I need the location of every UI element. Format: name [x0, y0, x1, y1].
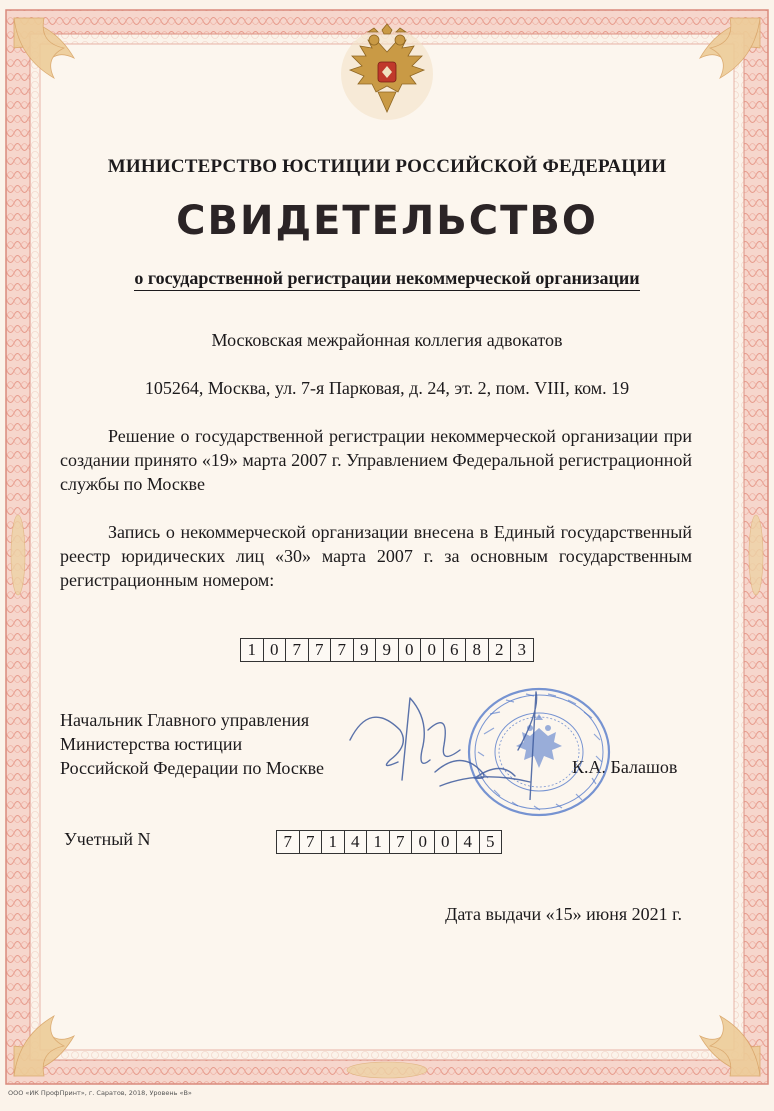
signatory-position — [60, 708, 324, 780]
ogrn-digit: 8 — [466, 639, 489, 661]
ogrn-digit: 9 — [376, 639, 399, 661]
account-digit: 4 — [345, 831, 368, 853]
document-title: СВИДЕТЕЛЬСТВО — [176, 198, 598, 244]
signatory-line-2: Министерства юстиции — [60, 734, 243, 754]
organization-name: Московская межрайонная коллегия адвокатов — [211, 330, 563, 350]
account-digit: 7 — [390, 831, 413, 853]
ogrn-digit: 6 — [444, 639, 467, 661]
account-digit: 1 — [322, 831, 345, 853]
organization-address: 105264, Москва, ул. 7-я Парковая, д. 24, эт. 2, пом. VIII, ком. 19 — [144, 378, 630, 398]
record-paragraph — [60, 520, 692, 592]
ogrn-digit: 7 — [309, 639, 332, 661]
ministry-heading: МИНИСТЕРСТВО ЮСТИЦИИ РОССИЙСКОЙ ФЕДЕРАЦИИ — [107, 156, 667, 177]
ogrn-digit: 9 — [354, 639, 377, 661]
decision-text: Решение о государственной регистрации некоммерческой организации при создании принято «19» марта 2007 г. Управлением Федеральной регистрационной службы по Москве — [60, 426, 692, 494]
account-number-boxes — [276, 830, 502, 854]
record-text: Запись о некоммерческой организации внесена в Единый государственный реестр юридических лиц «30» марта 2007 г. за основным государственным регистрационным номером: — [60, 522, 692, 590]
ogrn-digit: 0 — [399, 639, 422, 661]
printer-note: ООО «ИК ПрофПринт», г. Саратов, 2018, Уровень «В» — [8, 1089, 192, 1097]
ogrn-digit: 7 — [286, 639, 309, 661]
signatory-line-3: Российской Федерации по Москве — [60, 758, 324, 778]
account-digit: 7 — [277, 831, 300, 853]
issue-date: Дата выдачи «15» июня 2021 г. — [445, 904, 682, 924]
document-subtitle — [0, 268, 774, 289]
ogrn-digit: 1 — [241, 639, 264, 661]
subtitle-text: о государственной регистрации некоммерческой организации — [134, 268, 639, 291]
ogrn-digit: 3 — [517, 640, 526, 659]
account-digit: 0 — [412, 831, 435, 853]
signatory-name: К.А. Балашов — [572, 757, 678, 777]
ogrn-digit: 2 — [489, 639, 512, 661]
ogrn-number-boxes — [240, 638, 534, 662]
account-number-label: Учетный N — [64, 829, 151, 849]
signatory-line-1: Начальник Главного управления — [60, 710, 310, 730]
account-digit: 4 — [457, 831, 480, 853]
handwritten-signature — [340, 690, 570, 800]
decision-paragraph — [60, 424, 692, 496]
account-digit: 1 — [367, 831, 390, 853]
ogrn-digit: 0 — [421, 639, 444, 661]
account-digit: 0 — [435, 831, 458, 853]
ogrn-digit: 7 — [331, 639, 354, 661]
account-digit: 5 — [486, 832, 495, 851]
ogrn-digit: 0 — [264, 639, 287, 661]
account-digit: 7 — [300, 831, 323, 853]
